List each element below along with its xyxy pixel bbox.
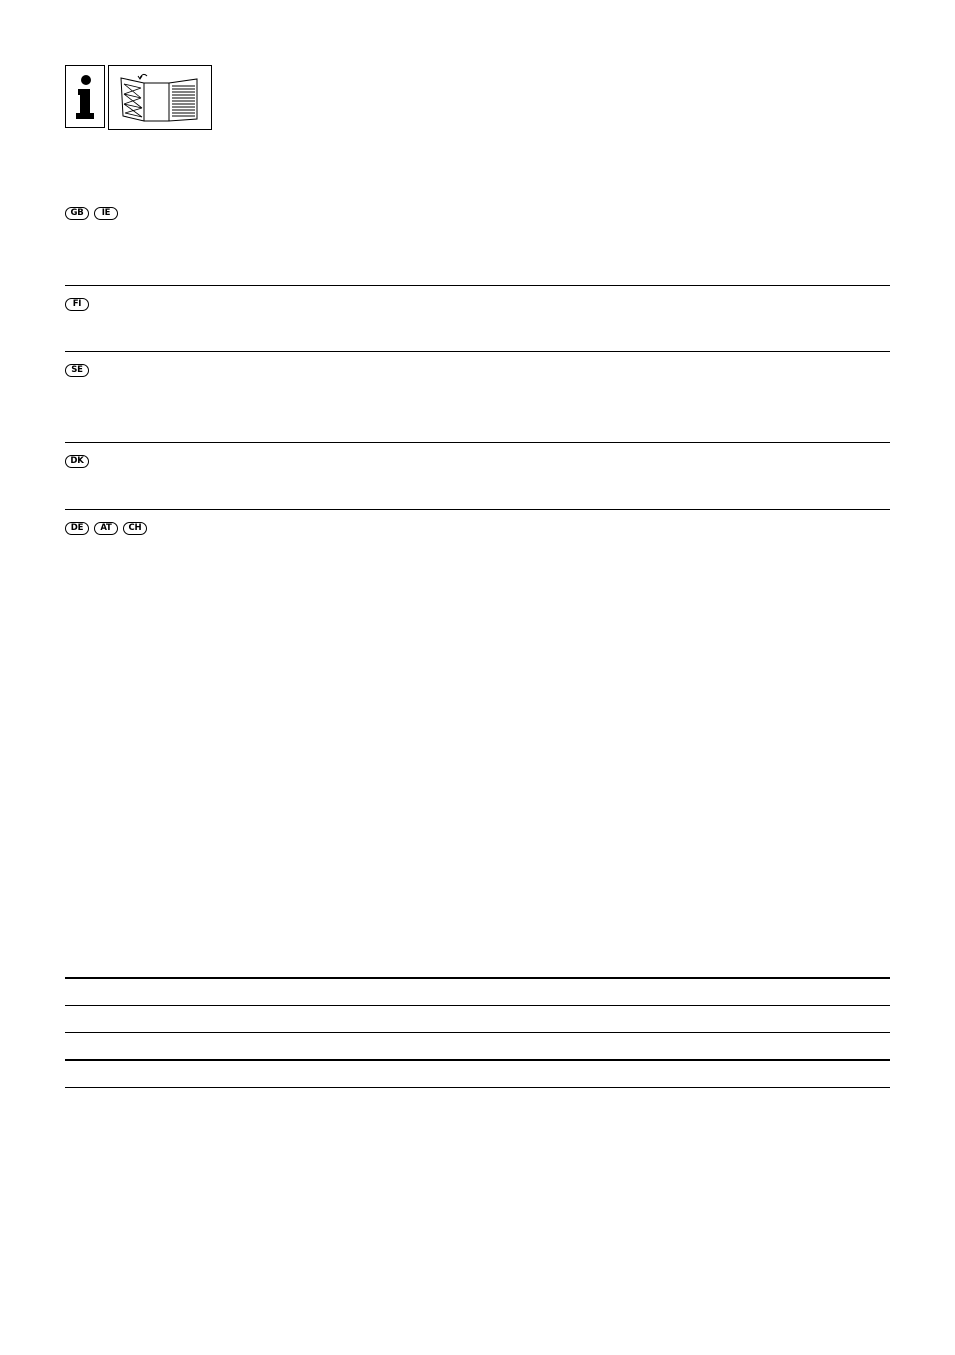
section-divider	[65, 285, 890, 286]
table-rule	[65, 1032, 890, 1033]
language-section-dk	[65, 455, 890, 468]
language-section-gb-ie	[65, 207, 890, 220]
country-badge-fi: FI	[65, 298, 89, 311]
country-badges	[65, 455, 890, 468]
table-rule-bottom	[65, 1087, 890, 1088]
section-divider	[65, 351, 890, 352]
section-divider	[65, 509, 890, 510]
country-badges	[65, 364, 890, 377]
country-badge-ch: CH	[123, 522, 147, 535]
country-badge-se: SE	[65, 364, 89, 377]
fold-out-page-icon	[108, 65, 212, 130]
language-section-se	[65, 364, 890, 377]
country-badges	[65, 522, 890, 535]
country-badge-de: DE	[65, 522, 89, 535]
table-rule-top	[65, 977, 890, 979]
country-badge-gb: GB	[65, 207, 89, 220]
language-section-fi	[65, 298, 890, 311]
table-rule	[65, 1005, 890, 1006]
country-badges	[65, 298, 890, 311]
country-badge-ie: IE	[94, 207, 118, 220]
info-icon	[65, 65, 105, 128]
country-badge-dk: DK	[65, 455, 89, 468]
country-badges	[65, 207, 890, 220]
fold-out-illustration	[109, 66, 211, 129]
country-badge-at: AT	[94, 522, 118, 535]
table-rule-mid	[65, 1059, 890, 1061]
section-divider	[65, 442, 890, 443]
language-section-de-at-ch	[65, 522, 890, 535]
info-glyph	[66, 66, 104, 127]
